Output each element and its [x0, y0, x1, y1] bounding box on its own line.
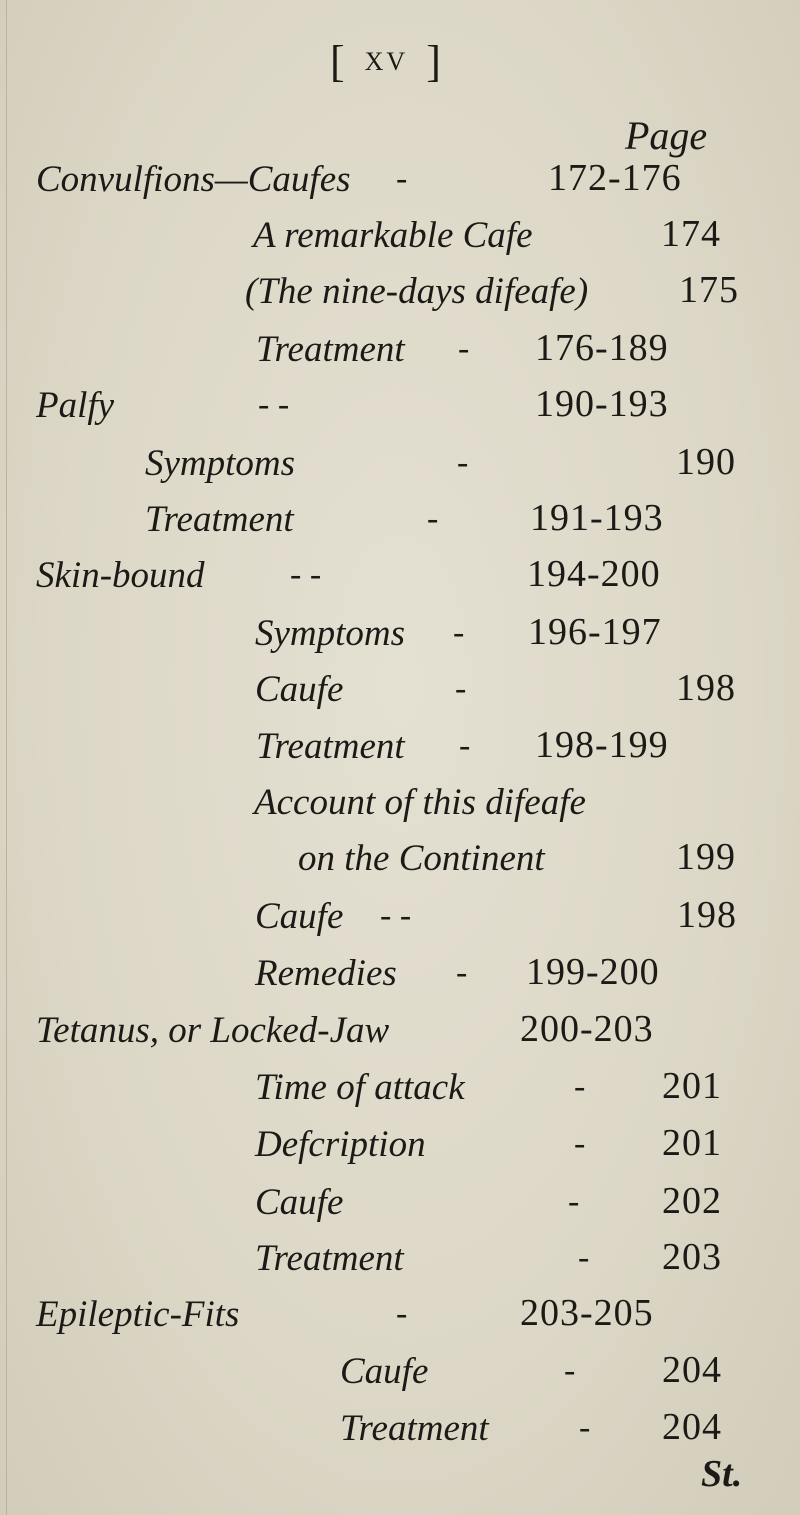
index-entry-text: Symptoms: [145, 443, 296, 484]
entry-dash: -: [568, 1183, 580, 1220]
entry-dash: -: [459, 727, 471, 764]
entry-pages: 176-189: [535, 327, 669, 369]
entry-pages: 204: [662, 1349, 722, 1391]
catchword: St.: [701, 1453, 743, 1495]
entry-dash: -: [458, 330, 470, 367]
index-entry-text: Caufe: [255, 1182, 344, 1223]
index-entry-text: Tetanus, or Locked-Jaw: [36, 1010, 390, 1051]
page-numeral: XV: [364, 47, 409, 76]
entry-pages: 175: [679, 269, 739, 311]
entry-dash: - -: [380, 897, 412, 934]
entry-dash: -: [579, 1409, 591, 1446]
index-entry-text: Palfy: [36, 385, 115, 426]
close-bracket: ]: [426, 37, 443, 86]
entry-dash: -: [455, 670, 467, 707]
index-entry-text: Remedies: [255, 953, 397, 994]
entry-pages: 198-199: [535, 724, 669, 766]
page-header: [330, 36, 443, 87]
entry-pages: 194-200: [527, 553, 661, 595]
index-entry-text: Treatment: [256, 726, 405, 767]
entry-dash: -: [453, 614, 465, 651]
index-entry-text: on the Continent: [298, 838, 545, 879]
entry-pages: 196-197: [528, 611, 662, 653]
entry-pages: 199: [676, 836, 736, 878]
entry-dash: - -: [290, 556, 322, 593]
index-entry-text: Convulfions—Caufes: [36, 159, 351, 200]
entry-dash: -: [457, 444, 469, 481]
entry-dash: -: [574, 1068, 586, 1105]
entry-dash: -: [578, 1239, 590, 1276]
index-entry-text: Skin-bound: [36, 555, 205, 596]
index-entry-text: Treatment: [145, 499, 294, 540]
entry-pages: 204: [662, 1406, 722, 1448]
index-entry-text: Caufe: [255, 669, 344, 710]
entry-dash: -: [456, 954, 468, 991]
entry-pages: 203: [662, 1236, 722, 1278]
index-entry-text: Caufe: [255, 896, 344, 937]
index-entry-text: Caufe: [340, 1351, 429, 1392]
entry-pages: 201: [662, 1122, 722, 1164]
index-entry-text: A remarkable Cafe: [253, 215, 533, 256]
index-entry-text: Defcription: [255, 1124, 426, 1165]
index-entry-text: Symptoms: [255, 613, 406, 654]
entry-pages: 200-203: [520, 1008, 654, 1050]
entry-pages: 198: [677, 894, 737, 936]
page-edge: [6, 0, 7, 1515]
entry-pages: 198: [676, 667, 736, 709]
entry-pages: 174: [661, 213, 721, 255]
entry-dash: -: [427, 500, 439, 537]
index-entry-text: Treatment: [340, 1408, 489, 1449]
entry-dash: -: [564, 1352, 576, 1389]
index-entry-text: Treatment: [255, 1238, 404, 1279]
entry-pages: 203-205: [520, 1292, 654, 1334]
page-column-label: Page: [625, 113, 708, 158]
entry-pages: 201: [662, 1065, 722, 1107]
entry-pages: 191-193: [530, 497, 664, 539]
entry-dash: - -: [258, 386, 290, 423]
entry-pages: 199-200: [526, 951, 660, 993]
entry-pages: 190-193: [535, 383, 669, 425]
index-entry-text: Epileptic-Fits: [36, 1294, 240, 1335]
entry-pages: 202: [662, 1180, 722, 1222]
entry-pages: 172-176: [548, 157, 682, 199]
entry-dash: -: [396, 1295, 408, 1332]
index-entry-text: Treatment: [256, 329, 405, 370]
index-entry-text: Time of attack: [255, 1067, 465, 1108]
index-entry-text: (The nine-days difeafe): [245, 271, 589, 312]
index-entry-text: Account of this difeafe: [254, 782, 586, 823]
open-bracket: [: [330, 37, 347, 86]
entry-pages: 190: [676, 441, 736, 483]
entry-dash: -: [396, 160, 408, 197]
entry-dash: -: [574, 1125, 586, 1162]
